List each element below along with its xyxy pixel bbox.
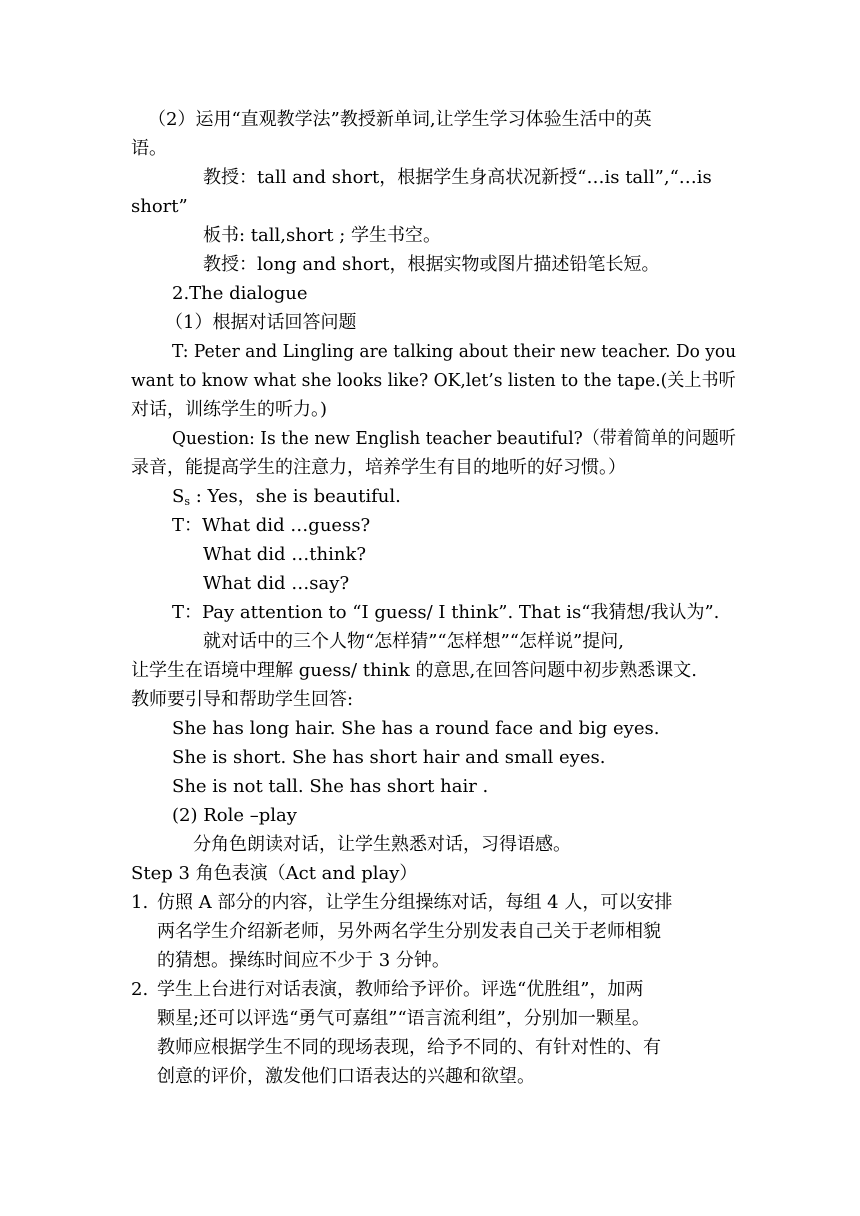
list-item-line: 的猜想。操练时间应不少于 3 分钟。 — [157, 950, 450, 971]
dialogue-line: T：What did …guess? — [172, 515, 371, 536]
list-item-line: 创意的评价，激发他们口语表达的兴趣和欲望。 — [157, 1066, 535, 1087]
list-item-line: 两名学生介绍新老师，另外两名学生分别发表自己关于老师相貌 — [157, 921, 661, 942]
answer-line: She is short. She has short hair and small eyes. — [172, 747, 606, 768]
list-number: 1. — [131, 892, 149, 913]
dialogue-line — [172, 485, 401, 509]
paragraph-line: short” — [131, 196, 188, 217]
paragraph-line: 让学生在语境中理解 guess/ think 的意思,在回答问题中初步熟悉课文. — [131, 660, 697, 681]
dialogue-line: What did …think? — [203, 544, 367, 565]
paragraph-line: 语。 — [131, 138, 167, 159]
paragraph-line: 板书: tall,short ; 学生书空。 — [203, 225, 441, 246]
section-heading: 2.The dialogue — [172, 283, 308, 304]
speaker-subscript: s — [184, 495, 190, 508]
subsection-heading: （1）根据对话回答问题 — [165, 312, 357, 333]
paragraph-line: T: Peter and Lingling are talking about their new teacher. Do you — [172, 341, 737, 362]
paragraph-line: 教师要引导和帮助学生回答: — [131, 689, 354, 710]
dialogue-line: T：Pay attention to “I guess/ I think”. That is“我猜想/我认为”. — [172, 602, 720, 623]
list-number: 2. — [131, 979, 149, 1000]
paragraph-line: 教授：tall and short，根据学生身高状况新授“…is tall”,“…is — [203, 167, 712, 188]
subsection-heading: (2) Role –play — [172, 805, 297, 826]
paragraph-line: 录音，能提高学生的注意力，培养学生有目的地听的好习惯。） — [131, 457, 626, 478]
paragraph-line: 教授：long and short，根据实物或图片描述铅笔长短。 — [203, 254, 660, 275]
speaker-label: S — [172, 486, 185, 507]
answer-line: She is not tall. She has short hair . — [172, 776, 489, 797]
paragraph-line: want to know what she looks like? OK,let’s listen to the tape.(关上书听 — [131, 370, 736, 391]
paragraph-line: 对话，训练学生的听力。) — [131, 399, 328, 420]
list-item-line: 仿照 A 部分的内容，让学生分组操练对话，每组 4 人，可以安排 — [157, 892, 673, 913]
dialogue-text: : Yes，she is beautiful. — [190, 486, 401, 507]
dialogue-line: What did …say? — [203, 573, 350, 594]
paragraph-line: 分角色朗读对话，让学生熟悉对话，习得语感。 — [193, 834, 571, 855]
paragraph-line: 就对话中的三个人物“怎样猜”“怎样想”“怎样说”提问, — [203, 631, 624, 652]
list-item-line: 颗星;还可以评选“勇气可嘉组”“语言流利组”，分别加一颗星。 — [157, 1008, 650, 1029]
list-item-line: 教师应根据学生不同的现场表现，给予不同的、有针对性的、有 — [157, 1037, 661, 1058]
paragraph-line: Question: Is the new English teacher beautiful?（带着简单的问题听 — [172, 428, 736, 449]
list-item-line: 学生上台进行对话表演，教师给予评价。评选“优胜组”，加两 — [157, 979, 644, 1000]
answer-line: She has long hair. She has a round face and big eyes. — [172, 718, 660, 739]
paragraph-line: （2）运用“直观教学法”教授新单词,让学生学习体验生活中的英 — [148, 109, 652, 130]
step-heading: Step 3 角色表演（Act and play） — [131, 863, 418, 884]
